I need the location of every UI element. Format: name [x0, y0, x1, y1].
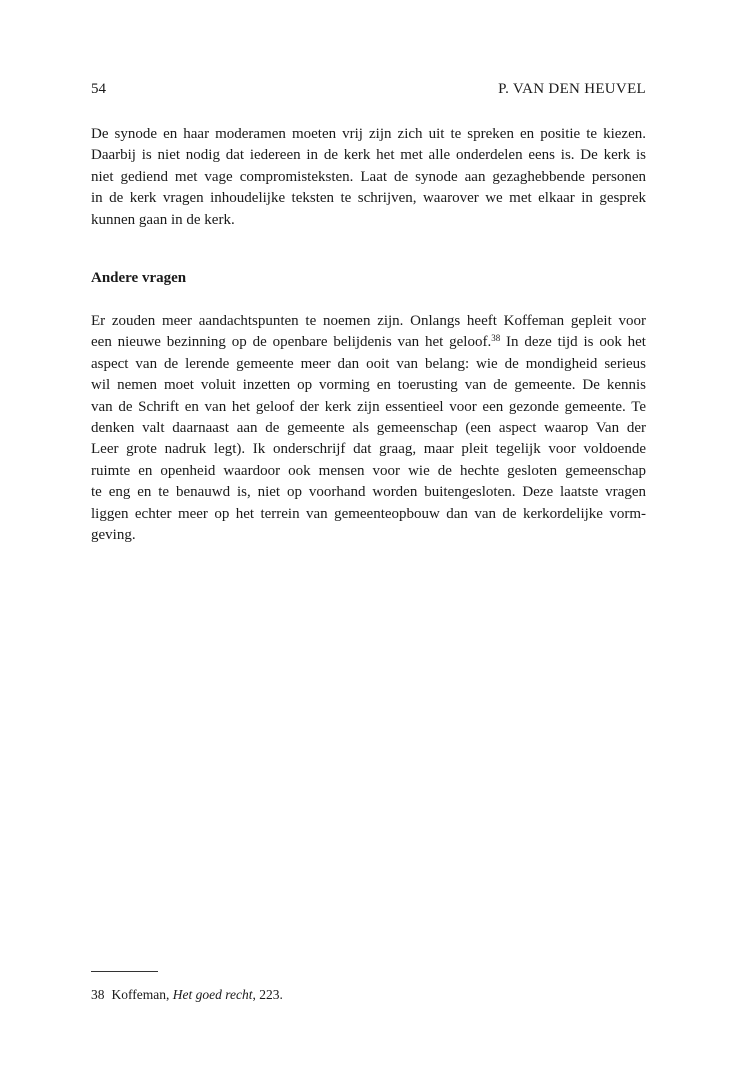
page-number: 54: [91, 81, 106, 97]
paragraph-line: niet gediend met vage compromisteksten. Laat de synode aan gezaghebbende personen: [91, 168, 646, 185]
paragraph-line: aspect van de lerende gemeente meer dan ooit van belang: wie de mondigheid serieus: [91, 355, 646, 372]
footnote-pages: , 223.: [252, 987, 283, 1002]
paragraph-line: te eng en te benauwd is, niet op voorhand worden buitengesloten. Deze laatste vragen: [91, 484, 646, 501]
running-head: P. VAN DEN HEUVEL: [498, 81, 646, 97]
footnote-title: Het goed recht: [172, 987, 253, 1002]
paragraph-line: van de Schrift en van het geloof der kerk zijn essentieel voor een gezonde gemeente. Te: [91, 398, 646, 415]
paragraph-line: Daarbij is niet nodig dat iedereen in de kerk het met alle onderdelen eens is. De kerk is: [91, 147, 646, 164]
paragraph-line: Er zouden meer aandachtspunten te noemen zijn. Onlangs heeft Koffeman gepleit voor: [91, 313, 646, 329]
paragraph-line: [91, 332, 646, 353]
footnote-author: Koffeman,: [111, 987, 173, 1002]
footnote-number: 38: [91, 987, 105, 1002]
paragraph-line: wil nemen moet voluit inzetten op vorming en toerusting van de gemeente. De kennis: [91, 377, 646, 394]
footnote: [91, 986, 283, 1004]
paragraph-line: kunnen gaan in de kerk.: [91, 211, 235, 228]
line-text: In deze tijd is ook het: [500, 334, 646, 351]
paragraph-line: geving.: [91, 527, 136, 544]
paragraph-2: [91, 311, 646, 546]
paragraph-line: ruimte en openheid waardoor ook mensen voor wie de hechte gesloten gemeenschap: [91, 462, 646, 479]
paragraph-line: in de kerk vragen inhoudelijke teksten te schrijven, waarover we met elkaar in gesprek: [91, 190, 646, 207]
paragraph-line: De synode en haar moderamen moeten vrij zijn zich uit te spreken en positie te kiezen.: [91, 126, 646, 142]
section-heading: Andere vragen: [91, 270, 187, 286]
paragraph-line: Leer grote nadruk legt). Ik onderschrijf dat graag, maar pleit tegelijk voor voldoende: [91, 441, 646, 458]
paragraph-1: [91, 124, 646, 231]
footnote-reference[interactable]: 38: [491, 333, 501, 344]
footnote-divider: [91, 971, 158, 972]
line-text: een nieuwe bezinning op de openbare belijdenis van het geloof.: [91, 334, 492, 351]
paragraph-line: liggen echter meer op het terrein van gemeenteopbouw dan van de kerkordelijke vorm-: [91, 505, 646, 522]
paragraph-line: denken valt daarnaast aan de gemeente als gemeenschap (een aspect waarop Van der: [91, 420, 646, 437]
